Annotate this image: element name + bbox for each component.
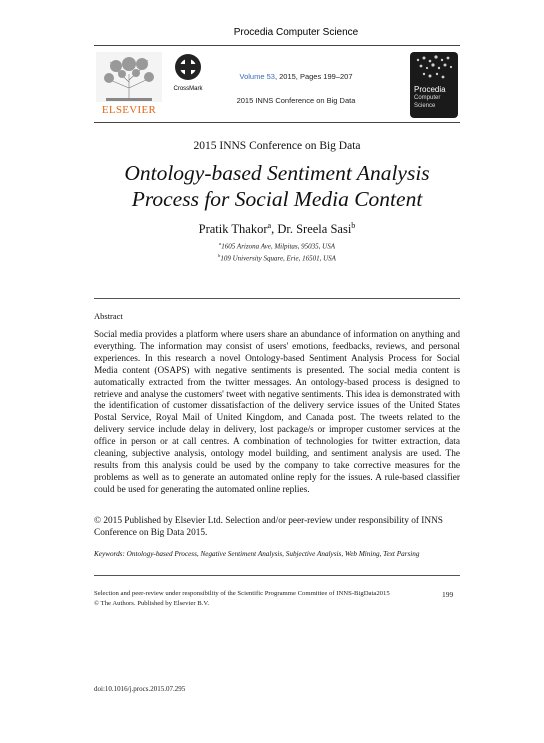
crossmark-label: CrossMark: [173, 86, 203, 92]
badge-line-1: Procedia: [414, 85, 446, 94]
volume-line: [216, 72, 376, 81]
footer-note: [94, 589, 460, 609]
abstract-top-rule: [94, 298, 460, 299]
volume-pages: , 2015, Pages 199–207: [274, 72, 353, 81]
affiliation-b: [94, 253, 460, 262]
copyright-notice: © 2015 Published by Elsevier Ltd. Selection and/or peer-review under responsibility of INNS Conference on Big Data 2015.: [94, 516, 443, 538]
keywords: Keywords: Ontology-based Process, Negative Sentiment Analysis, Subjective Analysis, Web Mining, Text Parsing: [94, 550, 420, 558]
author-list: [94, 221, 460, 237]
procedia-badge-text: [414, 86, 456, 110]
paper-title-line-2: Process for Social Media Content: [131, 187, 423, 211]
journal-name[interactable]: Procedia Computer Science: [233, 27, 359, 38]
footer-line-2: © The Authors. Published by Elsevier B.V.: [94, 600, 209, 607]
page-number: 199: [442, 590, 454, 599]
abstract-heading: Abstract: [94, 311, 123, 321]
badge-line-3: Science: [414, 103, 436, 109]
author-1-sup: a: [267, 221, 272, 230]
dot-pattern-icon: [410, 52, 458, 84]
paper-title: [84, 160, 470, 212]
crossmark-icon[interactable]: [170, 52, 206, 92]
volume-link[interactable]: Volume 53: [239, 72, 275, 81]
affil-b-sup: b: [218, 253, 221, 258]
conference-title: 2015 INNS Conference on Big Data: [193, 140, 361, 152]
author-2-sup: b: [351, 221, 356, 230]
author-1: Pratik Thakor: [198, 222, 268, 237]
paper-title-line-1: Ontology-based Sentiment Analysis: [124, 161, 430, 185]
doi-link[interactable]: doi:10.1016/j.procs.2015.07.295: [94, 685, 186, 693]
affil-a-sup: a: [219, 241, 222, 246]
keywords-bottom-rule: [94, 575, 460, 576]
header-bottom-rule: [94, 122, 460, 123]
header-top-rule: [94, 45, 460, 46]
affil-a-text: 1605 Arizona Ave, Milpitas, 95035, USA: [221, 242, 335, 251]
header-conference: 2015 INNS Conference on Big Data: [236, 96, 356, 105]
elsevier-wordmark: ELSEVIER: [101, 104, 157, 116]
author-2: Dr. Sreela Sasi: [277, 222, 352, 237]
badge-line-2: Computer: [414, 95, 441, 101]
footer-line-1: Selection and peer-review under responsibility of the Scientific Programme Committee of INNS-BigData2015: [94, 590, 390, 597]
affiliation-a: [94, 241, 460, 250]
affil-b-text: 109 University Square, Erie, 16501, USA: [220, 254, 336, 263]
author-separator: ,: [271, 222, 278, 237]
abstract-body: Social media provides a platform where users share an abundance of information on anything and everything. The information may consist of users' emotions, feedbacks, reviews, and personal experiences. In this research a novel Ontology-based Sentiment Analysis Process for Social Media content (OSAPS) with negative sentiments is presented. The social media content is automatically extracted from the twitter messages. An ontology-based process is designed to retrieve and analyse the customers' tweet with negative sentiments. This idea is demonstrated with the identification of customer dissatisfaction of the delivery service issues of the United States Postal Service, Royal Mail of United Kingdom, and Canada post. The tweets related to the delivery service include delay in delivery, lost package/s or improper customer services at the office in person or at call centres. A combination of technologies for twitter extraction, data cleaning, subjective analysis, ontology model building, and sentiment analysis are used. The results from this analysis could be used by the company to take corrective measures for the problems as well as to generate an automated online reply for the issues. A rule-based classifier could be used for generating the automated online replies.: [94, 330, 460, 495]
